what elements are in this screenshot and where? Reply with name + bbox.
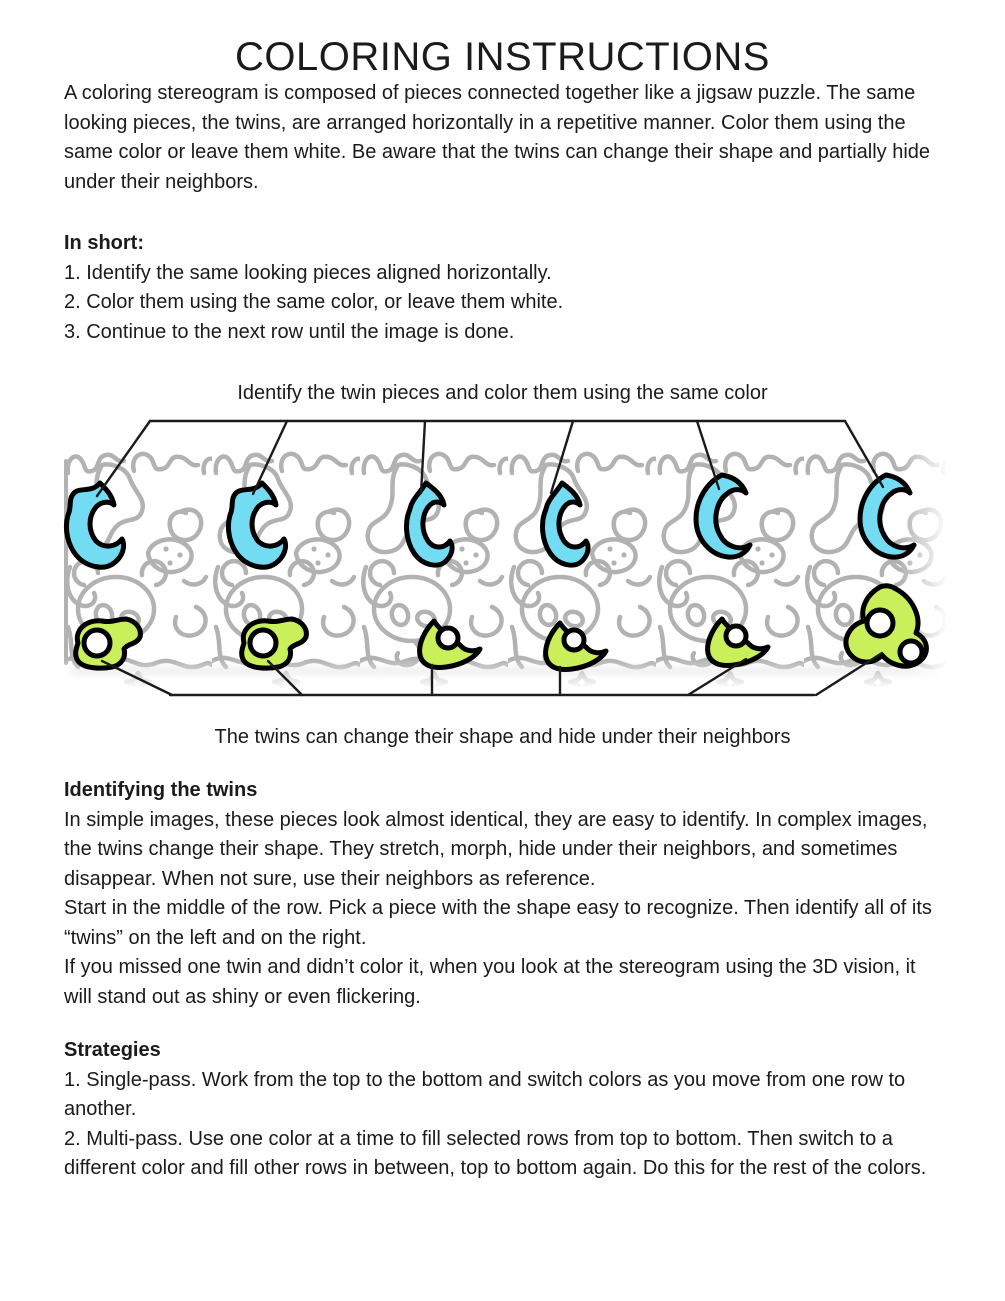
in-short-item-1: 1. Identify the same looking pieces aligned horizontally. <box>64 261 552 284</box>
in-short-item-2: 2. Color them using the same color, or leave them white. <box>64 291 564 313</box>
puzzle-pattern-band <box>64 447 946 687</box>
pattern-bottom-fade <box>64 659 946 689</box>
stereogram-illustration <box>0 411 1005 703</box>
figure-caption-top: Identify the twin pieces and color them using the same color <box>237 382 768 404</box>
intro-paragraph: A coloring stereogram is composed of pieces connected together like a jigsaw puzzle. The same looking pieces, the twins, are arranged horizontally in a repetitive manner. Color them using the same color or leave them white. Be aware that the twins can change their shape and partially hide under their neighbors. <box>64 82 931 193</box>
strategy-item-1: 1. Single-pass. Work from the top to the bottom and switch colors as you move from one row to another. <box>64 1068 906 1120</box>
document-body <box>0 79 1005 347</box>
in-short-item-3: 3. Continue to the next row until the image is done. <box>64 320 515 343</box>
missed-twin-paragraph: If you missed one twin and didn’t color it, when you look at the stereogram using the 3D vision, it will stand out as shiny or even flickering. <box>64 956 916 1008</box>
figure-caption-bottom: The twins can change their shape and hide under their neighbors <box>214 725 791 748</box>
document-body-lower <box>0 776 1005 1184</box>
strategy-item-2: 2. Multi-pass. Use one color at a time to fill selected rows from top to bottom. Then switch to a different color and fill other rows in between, top to bottom again. Do this for the rest of the colors. <box>64 1127 927 1179</box>
stereogram-figure <box>0 411 1005 703</box>
start-middle-paragraph: Start in the middle of the row. Pick a piece with the shape easy to recognize. Then identify all of its “twins” on the left and on the right. <box>64 897 932 949</box>
identifying-paragraph: In simple images, these pieces look almost identical, they are easy to identify. In complex images, the twins change their shape. They stretch, morph, hide under their neighbors, and sometimes disappear. When not sure, use their neighbors as reference. <box>64 808 928 890</box>
in-short-heading: In short: <box>64 232 144 254</box>
strategies-heading: Strategies <box>64 1039 161 1061</box>
page-title: COLORING INSTRUCTIONS <box>235 35 770 79</box>
identifying-heading: Identifying the twins <box>64 779 258 801</box>
